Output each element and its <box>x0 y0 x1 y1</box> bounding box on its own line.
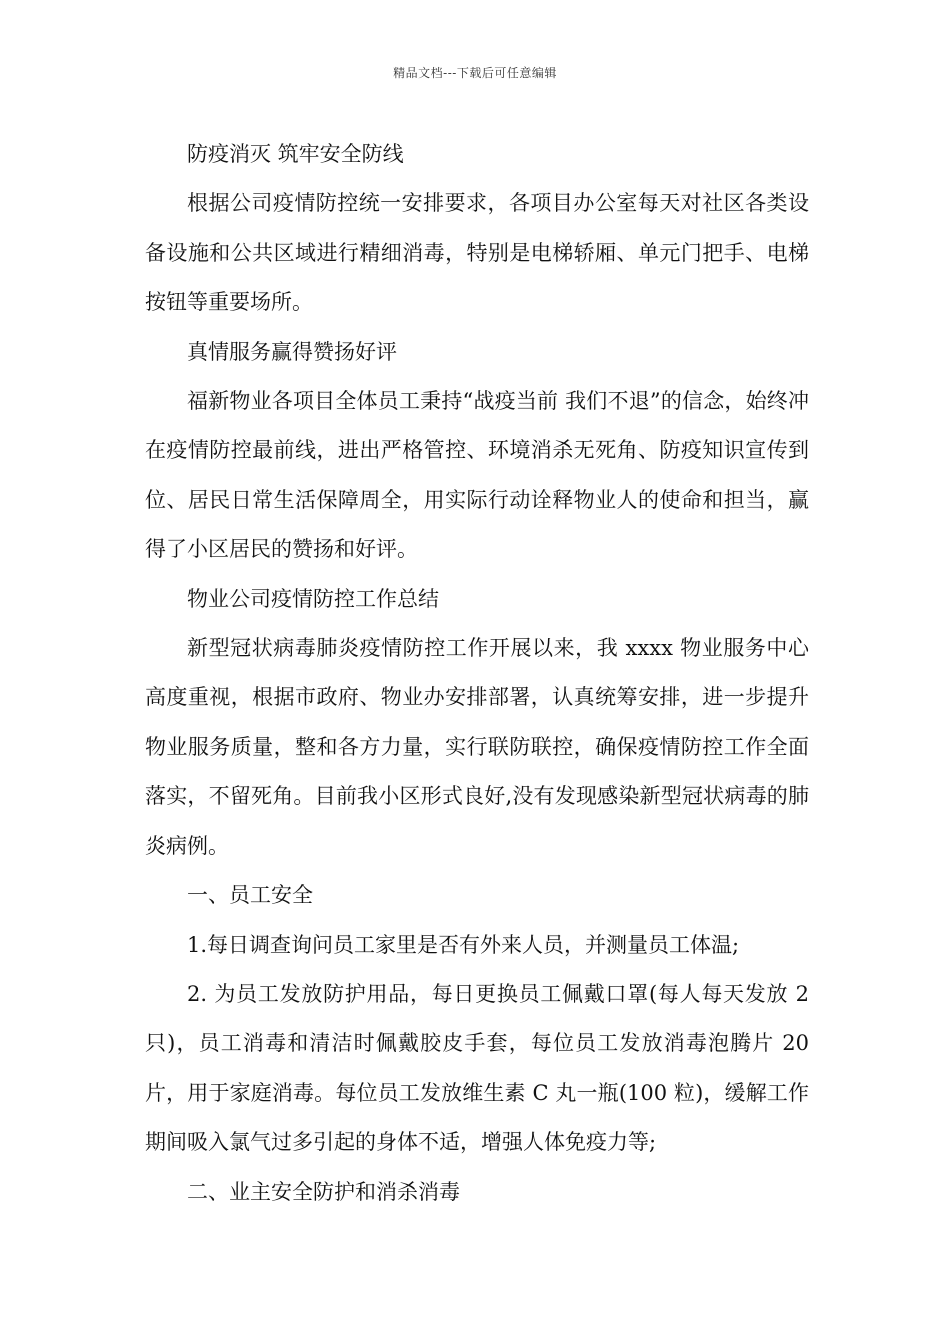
body-paragraph: 根据公司疫情防控统一安排要求，各项目办公室每天对社区各类设备设施和公共区域进行精细消毒，特别是电梯轿厢、单元门把手、电梯按钮等重要场所。 <box>145 191 809 315</box>
section-heading: 二、业主安全防护和消杀消毒 <box>187 1179 460 1204</box>
section-heading: 真情服务赢得赞扬好评 <box>187 339 397 364</box>
list-item: 2. 为员工发放防护用品，每日更换员工佩戴口罩(每人每天发放 2 只)，员工消毒和清洁时佩戴胶皮手套，每位员工发放消毒泡腾片 20 片，用于家庭消毒。每位员工发放维生素 C 丸一瓶(100 粒)，缓解工作期间吸入氯气过多引起的身体不适，增强人体免疫力等; <box>145 981 809 1155</box>
section-heading: 防疫消灭 筑牢安全防线 <box>187 142 404 166</box>
document-body <box>145 130 809 1217</box>
section-heading: 物业公司疫情防控工作总结 <box>187 586 439 611</box>
page-header: 精品文档---下载后可任意编辑 <box>393 66 557 80</box>
section-heading: 一、员工安全 <box>187 883 313 908</box>
list-item: 1.每日调查询问员工家里是否有外来人员，并测量员工体温; <box>187 932 740 957</box>
body-paragraph: 新型冠状病毒肺炎疫情防控工作开展以来，我 xxxx 物业服务中心高度重视，根据市政府、物业办安排部署，认真统筹安排，进一步提升物业服务质量，整和各方力量，实行联防联控，确保疫情防控工作全面落实，不留死角。目前我小区形式良好,没有发现感染新型冠状病毒的肺炎病例。 <box>145 636 809 858</box>
body-paragraph: 福新物业各项目全体员工秉持“战疫当前 我们不退”的信念，始终冲在疫情防控最前线，进出严格管控、环境消杀无死角、防疫知识宣传到位、居民日常生活保障周全，用实际行动诠释物业人的使命和担当，赢得了小区居民的赞扬和好评。 <box>145 389 809 562</box>
